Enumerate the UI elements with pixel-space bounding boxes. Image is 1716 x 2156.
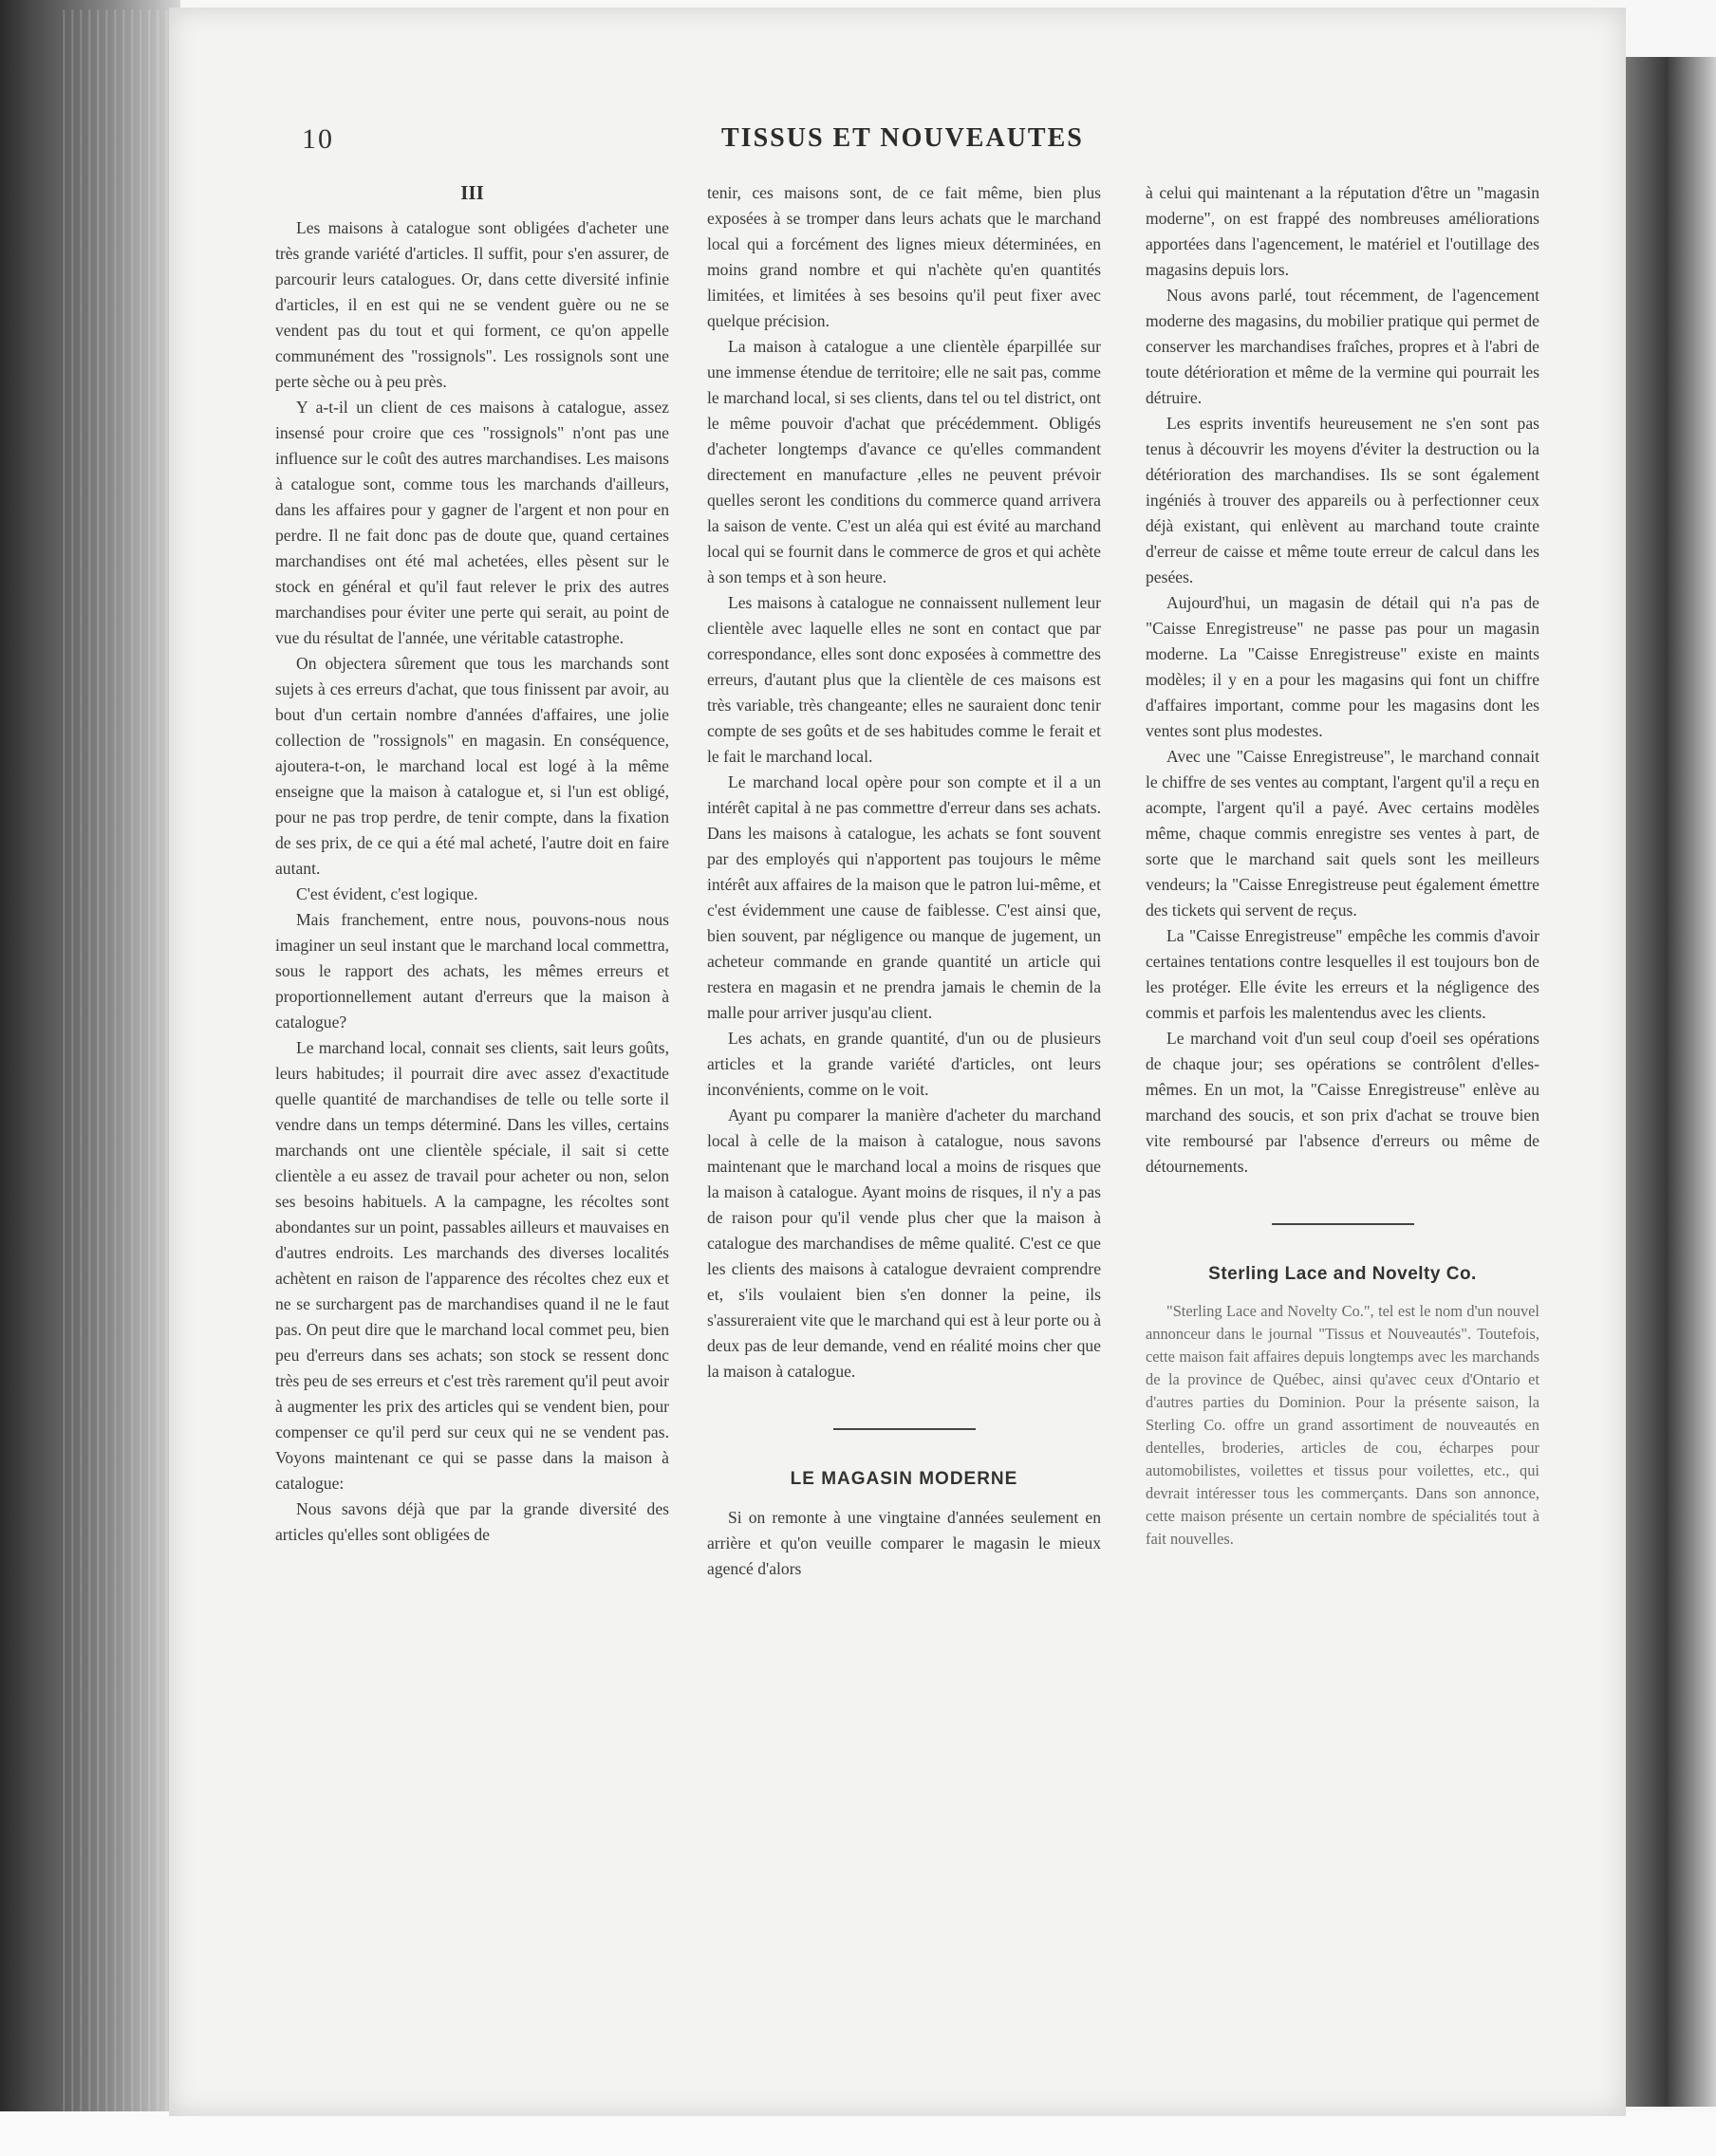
paragraph: à celui qui maintenant a la réputation d'être un "magasin moderne", on est frappé des nombreuses améliorations apportées dans l'agencement, le matériel et l'outillage des magasins depuis lors. [1146, 183, 1539, 279]
section-heading-sterling-lace: Sterling Lace and Novelty Co. [1208, 1264, 1477, 1284]
page-number: 10 [302, 123, 334, 155]
paragraph: La maison à catalogue a une clientèle éparpillée sur une immense étendue de territoire; elle ne sait pas, comme le marchand local, si ses clients, dans tel ou tel district, ont le même pouvoir d'achat que précédemment. Obligés d'acheter longtemps d'avance ce qu'elles commandent directement en manufacture ,elles ne peuvent prévoir quelles seront les conditions du commerce quand arrivera la saison de vente. C'est un aléa qui est évité au marchand local qui se fournit dans le commerce de gros et qui achète à son temps et à son heure. [707, 337, 1101, 586]
section-heading-magasin-moderne: LE MAGASIN MODERNE [790, 1469, 1018, 1489]
paragraph: tenir, ces maisons sont, de ce fait même, bien plus exposées à se tromper dans leurs achats que le marchand local qui a forcément des lignes mieux déterminées, en moins grand nombre et qui n'achète qu'en quantités limitées, et limitées à ses besoins qu'il peut fixer avec quelque précision. [707, 183, 1101, 330]
paragraph: Si on remonte à une vingtaine d'années seulement en arrière et qu'on veuille comparer le magasin le mieux agencé d'alors [707, 1508, 1101, 1578]
column-1 [275, 180, 669, 1548]
running-title: TISSUS ET NOUVEAUTES [721, 123, 1084, 153]
paragraph: Les esprits inventifs heureusement ne s'en sont pas tenus à découvrir les moyens d'éviter la destruction ou la détérioration des marchandises. Ils se sont également ingéniés à trouver des appareils ou à perfectionner ceux déjà existant, qui enlèvent au marchand toute crainte d'erreur de caisse et même toute erreur de calcul dans les pesées. [1146, 414, 1539, 586]
paragraph: Les maisons à catalogue sont obligées d'acheter une très grande variété d'articles. Il suffit, pour s'en assurer, de parcourir leurs catalogues. Or, dans cette diversité infinie d'articles, il en est qui ne se vendent guère ou ne se vendent pas du tout et qui forment, ce qu'on appelle communément des "rossignols". Les rossignols sont une perte sèche ou à peu près. [275, 218, 669, 391]
paragraph: Nous savons déjà que par la grande diversité des articles qu'elles sont obligées de [275, 1499, 669, 1544]
page-edge-lines [57, 9, 171, 2126]
paragraph: Avec une "Caisse Enregistreuse", le marchand connait le chiffre de ses ventes au comptant, l'argent qu'il a reçu en acompte, l'argent qu'il a payé. Avec certains modèles même, chaque commis enregistre ses ventes à part, de sorte que le marchand sait quels sont les meilleurs vendeurs; la "Caisse Enregistreuse peut également émettre des tickets qui servent de reçus. [1146, 747, 1539, 920]
paragraph: Le marchand local opère pour son compte et il a un intérêt capital à ne pas commettre d'erreur dans ses achats. Dans les maisons à catalogue, les achats se font souvent par des employés qui n'apportent pas toujours le même intérêt aux affaires de la maison que le patron lui-même, et c'est évidemment une cause de faiblesse. C'est ainsi que, bien souvent, par négligence ou manque de jugement, un acheteur commande en grande quantité un article qui restera en magasin et ne prendra jamais le chemin de la malle pour arriver jusqu'au client. [707, 772, 1101, 1022]
paragraph: Ayant pu comparer la manière d'acheter du marchand local à celle de la maison à catalogue, nous savons maintenant que le marchand local a moins de risques que la maison à catalogue. Ayant moins de risques, il n'y a pas de raison pour qu'il vende plus cher que la maison à catalogue des marchandises de même qualité. C'est ce que les clients des maisons à catalogue devraient comprendre et, s'ils voulaient bien s'en donner la peine, ils s'assureraient vite que le marchand qui est à leur porte ou à deux pas de leur demande, vend en réalité moins cher que la maison à catalogue. [707, 1106, 1101, 1381]
scan-margin [0, 2111, 1716, 2156]
section-numeral: III [460, 181, 484, 204]
paragraph: Nous avons parlé, tout récemment, de l'agencement moderne des magasins, du mobilier pratique qui permet de conserver les marchandises fraîches, propres et à l'abri de toute détérioration et même de la vermine qui pourrait les détruire. [1146, 286, 1539, 407]
paragraph: C'est évident, c'est logique. [296, 884, 478, 903]
paragraph: Mais franchement, entre nous, pouvons-nous nous imaginer un seul instant que le marchand local commettra, sous le rapport des achats, les mêmes erreurs et proportionnellement autant d'erreurs que la maison à catalogue? [275, 910, 669, 1032]
column-2 [707, 180, 1101, 1582]
paragraph: Le marchand voit d'un seul coup d'oeil ses opérations de chaque jour; ses opérations se contrôlent d'elles-mêmes. En un mot, la "Caisse Enregistreuse" enlève au marchand des soucis, et son prix d'achat se trouve bien vite remboursé par l'absence d'erreurs ou même de détournements. [1146, 1029, 1539, 1176]
paragraph: Le marchand local, connait ses clients, sait leurs goûts, leurs habitudes; il pourrait dire avec assez d'exactitude quelle quantité de marchandises de telle ou telle sorte il vendre dans un temps déterminé. Dans les villes, certains marchands ont une clientèle spéciale, il sait si cette clientèle a eu assez de travail pour acheter ou non, selon ses besoins habituels. A la campagne, les récoltes sont abondantes sur un point, passables ailleurs et mauvaises en d'autres endroits. Les marchands des diverses localités achètent en raison de l'apparence des récoltes chez eux et ne se surchargent pas de marchandises quand il ne le faut pas. On peut dire que le marchand local commet peu, bien peu d'erreurs dans ses achats; son stock se ressent donc très peu de ses erreurs et c'est très rarement qu'il peut avoir à augmenter les prix des articles qui se vendent bien, pour compenser ce qu'il perd sur ceux qui ne se vendent pas. Voyons maintenant ce qui se passe dans la maison à catalogue: [275, 1038, 669, 1493]
paragraph: On objectera sûrement que tous les marchands sont sujets à ces erreurs d'achat, que tous finissent par avoir, au bout d'un certain nombre d'années d'affaires, une jolie collection de "rossignols" en magasin. En conséquence, ajoutera-t-on, le marchand local est logé à la même enseigne que la maison à catalogue et, si l'un est obligé, pour ne pas trop perdre, de tenir compte, dans la fixation de ses prix, de ce qui a été mal acheté, l'autre doit en faire autant. [275, 654, 669, 878]
section-divider [833, 1428, 976, 1430]
paragraph: La "Caisse Enregistreuse" empêche les commis d'avoir certaines tentations contre lesquelles il est toujours bon de les protéger. Elle évite les erreurs et la négligence des commis et parfois les malentendus avec les clients. [1146, 926, 1539, 1022]
column-3 [1146, 180, 1539, 1551]
paragraph: Aujourd'hui, un magasin de détail qui n'a pas de "Caisse Enregistreuse" ne passe pas pour un magasin moderne. La "Caisse Enregistreuse" existe en maints modèles; il y en a pour les magasins qui font un chiffre d'affaires important, comme pour les magasins dont les ventes sont plus modestes. [1146, 593, 1539, 740]
paragraph: Les achats, en grande quantité, d'un ou de plusieurs articles et la grande variété d'articles, ont leurs inconvénients, comme on le voit. [707, 1029, 1101, 1099]
paragraph: Les maisons à catalogue ne connaissent nullement leur clientèle avec laquelle elles ne sont en contact que par correspondance, elles sont donc exposées à commettre des erreurs, d'autant plus que la clientèle de ces maisons est très variable, très changeante; elles ne sauraient donc tenir compte de ses goûts et de ses habitudes comme le ferait et le fait le marchand local. [707, 593, 1101, 766]
paragraph: "Sterling Lace and Novelty Co.", tel est le nom d'un nouvel annonceur dans le journal "Tissus et Nouveautés". Toutefois, cette maison fait affaires depuis longtemps avec les marchands de la province de Québec, ainsi qu'avec ceux d'Ontario et d'autres parties du Dominion. Pour la présente saison, la Sterling Co. offre un grand assortiment de nouveautés en dentelles, broderies, articles de cou, écharpes pour automobilistes, voilettes et tissus pour voilettes, etc., qui devrait intéresser tous les commerçants. Dans son annonce, cette maison présente un certain nombre de spécialités tout à fait nouvelles. [1146, 1302, 1539, 1548]
section-divider [1272, 1223, 1414, 1225]
facing-page-edge [1626, 57, 1716, 2107]
book-page-edges [0, 0, 180, 2156]
paragraph: Y a-t-il un client de ces maisons à catalogue, assez insensé pour croire que ces "rossignols" n'ont pas une influence sur le coût des autres marchandises. Les maisons à catalogue sont, comme tous les marchands d'ailleurs, dans les affaires pour y gagner de l'argent et non pour en perdre. Il ne fait donc pas de doute que, quand certaines marchandises ont été mal achetées, elles pèsent sur le stock en général et qu'il faut relever le prix des autres marchandises pour éviter une perte qui serait, au point de vue du résultat de l'année, une véritable catastrophe. [275, 398, 669, 647]
